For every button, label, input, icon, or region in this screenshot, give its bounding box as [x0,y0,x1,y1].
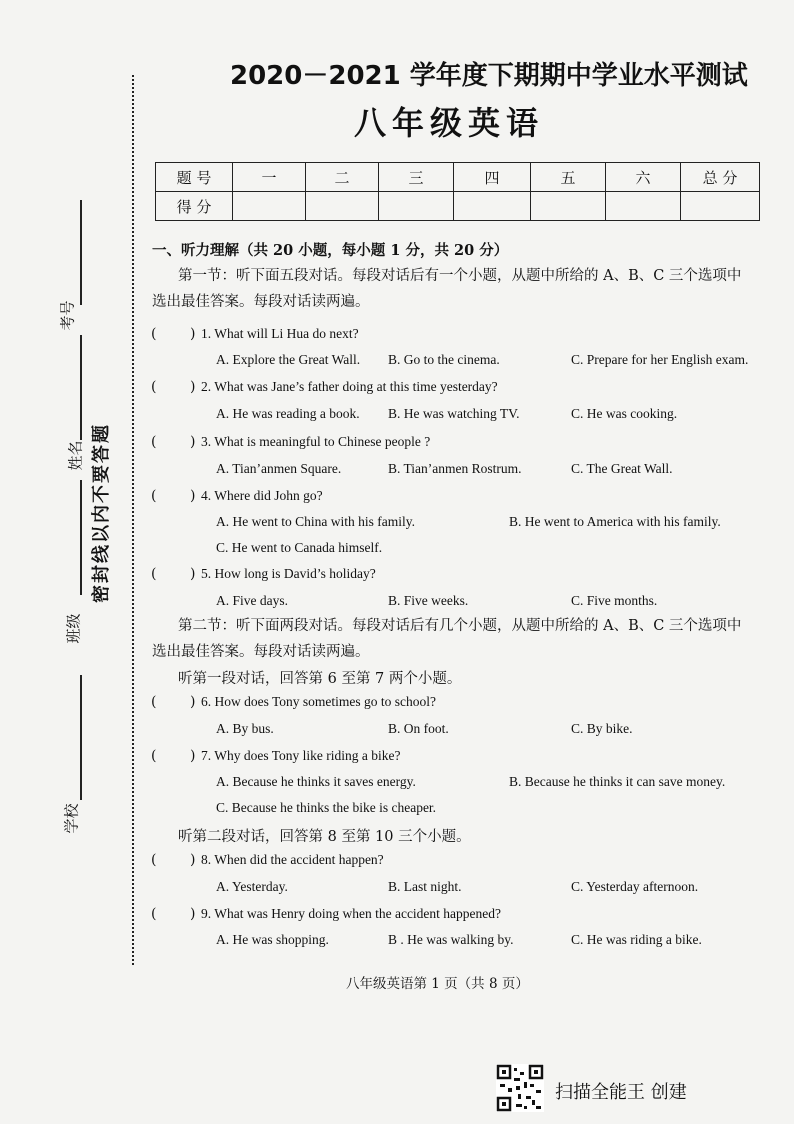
q8-option-a: A. Yesterday. [216,879,288,894]
answer-paren-close: ) [190,748,196,764]
score-cell: 四 [454,163,531,192]
answer-paren-open[interactable]: ( [151,694,157,710]
question-3: 3. What is meaningful to Chinese people ? [201,434,431,449]
part2-instruction-2: 选出最佳答案。每段对话读两遍。 [152,644,370,660]
seal-notice: 密封线以内不要答题 [91,423,112,603]
exam-number-label: 考号 [58,300,77,331]
q6-option-b: B. On foot. [388,721,449,736]
q1-option-a: A. Explore the Great Wall. [216,352,361,367]
score-input-cell[interactable] [681,192,760,221]
score-cell: 总 分 [681,163,760,192]
q2-option-b: B. He was watching TV. [388,406,520,421]
part1-instruction-1: 第一节：听下面五段对话。每段对话后有一个小题，从题中所给的 A、B、C 三个选项中 [178,268,742,284]
q4-option-a: A. He went to China with his family. [216,514,415,529]
dialog1-note: 听第一段对话，回答第 6 至第 7 两个小题。 [178,671,462,687]
binding-dotted-line [132,75,134,965]
dialog2-note: 听第二段对话，回答第 8 至第 10 三个小题。 [178,829,471,845]
answer-paren-open[interactable]: ( [151,566,157,582]
q2-option-a: A. He was reading a book. [216,406,360,421]
answer-paren-open[interactable]: ( [151,488,157,504]
q8-option-c: C. Yesterday afternoon. [571,879,699,894]
question-5: 5. How long is David’s holiday? [201,566,376,581]
q7-option-c: C. Because he thinks the bike is cheaper. [216,800,437,815]
score-input-cell[interactable] [606,192,681,221]
school-line [80,675,82,800]
q4-option-b: B. He went to America with his family. [509,514,721,529]
part2-instruction-1: 第二节：听下面两段对话。每段对话后有几个小题，从题中所给的 A、B、C 三个选项中 [178,618,742,634]
answer-paren-open[interactable]: ( [151,326,157,342]
q6-option-a: A. By bus. [216,721,274,736]
answer-paren-open[interactable]: ( [151,852,157,868]
answer-paren-open[interactable]: ( [151,379,157,395]
name-line [80,335,82,440]
q6-option-c: C. By bike. [571,721,633,736]
score-cell: 二 [306,163,379,192]
score-cell: 五 [531,163,606,192]
question-7: 7. Why does Tony like riding a bike? [201,748,401,763]
score-cell: 一 [233,163,306,192]
question-2: 2. What was Jane’s father doing at this time yesterday? [201,379,498,394]
answer-paren-close: ) [190,379,196,395]
q9-option-b: B . He was walking by. [388,932,514,947]
score-input-cell[interactable] [233,192,306,221]
score-cell: 题 号 [156,163,233,192]
score-table-header-row [156,163,760,192]
school-label: 学校 [62,803,81,834]
score-cell: 六 [606,163,681,192]
q3-option-c: C. The Great Wall. [571,461,673,476]
q3-option-a: A. Tian’anmen Square. [216,461,342,476]
score-table-score-row [156,192,760,221]
q7-option-a: A. Because he thinks it saves energy. [216,774,416,789]
q5-option-b: B. Five weeks. [388,593,469,608]
exam-title: 2020－2021 学年度下期期中学业水平测试 [230,61,748,91]
question-9: 9. What was Henry doing when the accident happened? [201,906,502,921]
q9-option-c: C. He was riding a bike. [571,932,702,947]
q5-option-a: A. Five days. [216,593,288,608]
q7-option-b: B. Because he thinks it can save money. [509,774,726,789]
q5-option-c: C. Five months. [571,593,658,608]
answer-paren-close: ) [190,566,196,582]
q1-option-c: C. Prepare for her English exam. [571,352,749,367]
exam-number-line [80,200,82,305]
answer-paren-open[interactable]: ( [151,748,157,764]
part1-instruction-2: 选出最佳答案。每段对话读两遍。 [152,294,370,310]
class-label: 班级 [64,613,83,644]
answer-paren-open[interactable]: ( [151,434,157,450]
subject-title: 八年级英语 [354,104,545,142]
q4-option-c: C. He went to Canada himself. [216,540,383,555]
q9-option-a: A. He was shopping. [216,932,329,947]
section1-heading: 一、听力理解（共 20 小题，每小题 1 分，共 20 分） [152,242,509,259]
class-line [80,480,82,595]
qr-code-icon [496,1064,544,1112]
question-6: 6. How does Tony sometimes go to school? [201,694,437,709]
q1-option-b: B. Go to the cinema. [388,352,500,367]
score-input-cell[interactable] [454,192,531,221]
q2-option-c: C. He was cooking. [571,406,678,421]
answer-paren-close: ) [190,434,196,450]
score-input-cell[interactable] [379,192,454,221]
q3-option-b: B. Tian’anmen Rostrum. [388,461,522,476]
q8-option-b: B. Last night. [388,879,462,894]
score-table [155,162,760,221]
answer-paren-close: ) [190,694,196,710]
name-label: 姓名 [66,440,85,471]
score-cell: 三 [379,163,454,192]
score-input-cell[interactable] [531,192,606,221]
answer-paren-open[interactable]: ( [151,906,157,922]
score-input-cell[interactable] [306,192,379,221]
scanner-watermark: 扫描全能王 创建 [555,1082,687,1103]
answer-paren-close: ) [190,326,196,342]
answer-paren-close: ) [190,852,196,868]
score-row-label: 得 分 [156,192,233,221]
answer-paren-close: ) [190,906,196,922]
question-8: 8. When did the accident happen? [201,852,384,867]
answer-paren-close: ) [190,488,196,504]
question-1: 1. What will Li Hua do next? [201,326,359,341]
question-4: 4. Where did John go? [201,488,323,503]
page-footer: 八年级英语第 1 页（共 8 页） [346,976,529,992]
